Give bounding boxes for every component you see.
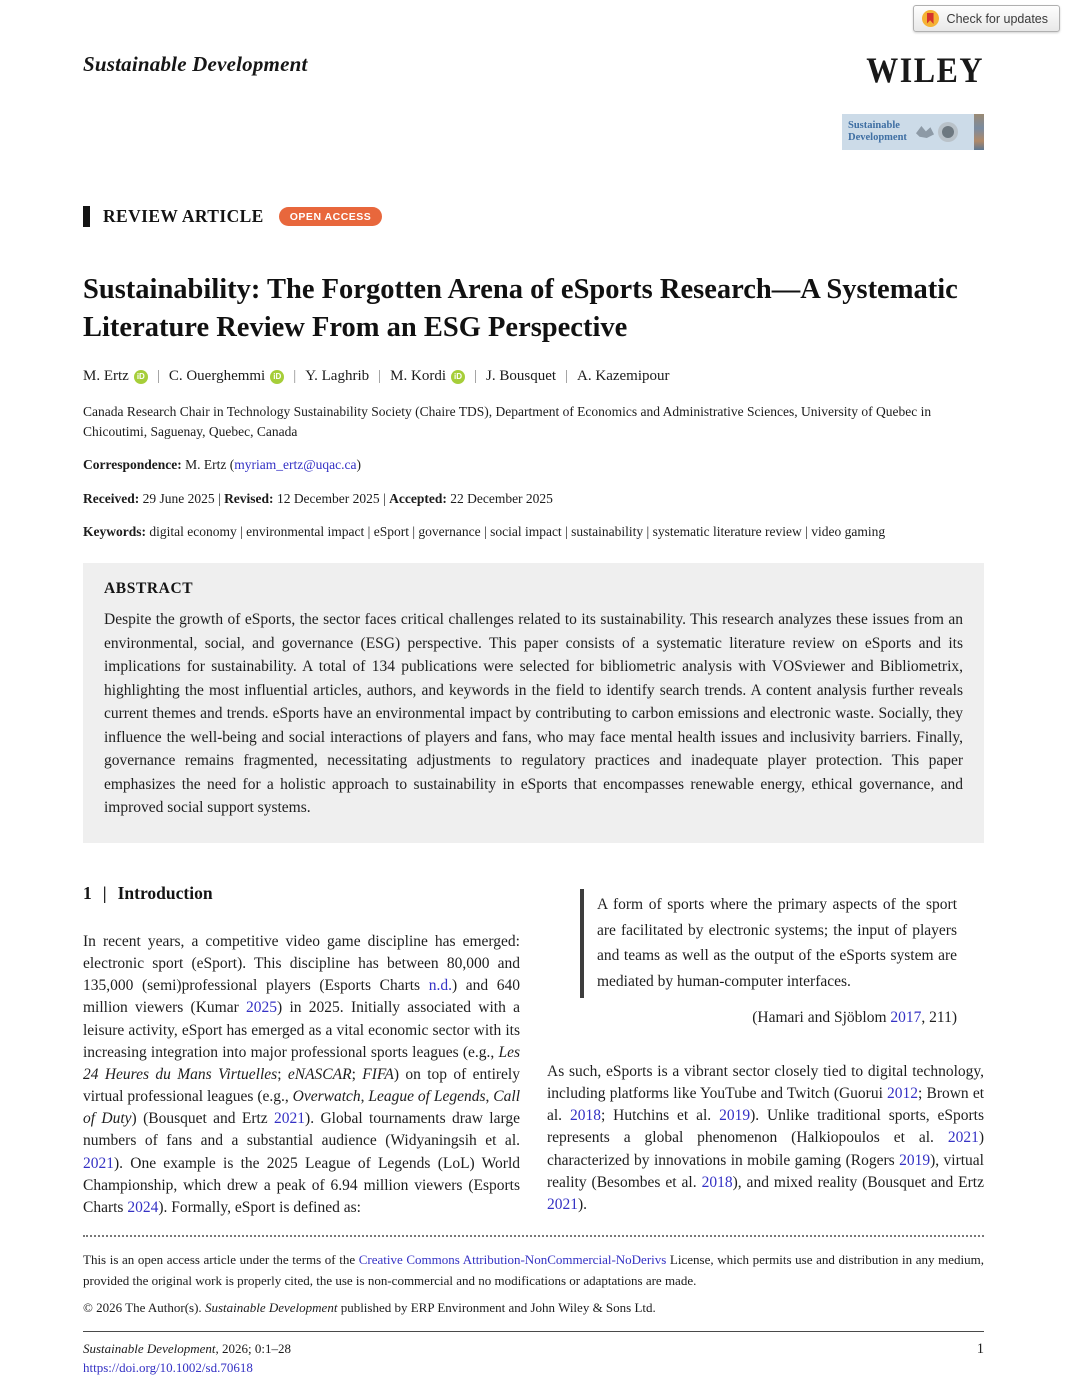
text-segment: As such, eSports is a vibrant sector closely tied to digital technology, including platforms like YouTube and Twitch (Guorui <box>547 1062 984 1103</box>
text-segment: (Hamari and Sjöblom <box>752 1008 891 1026</box>
check-for-updates-label: Check for updates <box>946 11 1048 26</box>
masthead-right <box>842 49 984 150</box>
text-segment: Revised: <box>224 490 274 506</box>
author-name: J. Bousquet <box>486 367 557 384</box>
check-for-updates-button[interactable] <box>913 5 1060 32</box>
text-segment: Overwatch <box>292 1088 361 1106</box>
text-segment: Call of Duty <box>83 1088 520 1128</box>
section-heading <box>83 881 520 906</box>
abstract-text: Despite the growth of eSports, the sector faces critical challenges related to its sustainability. This research analyzes these issues from an environmental, social, and governance (ESG) perspective. This paper consists of a systematic literature review on eSports and its implications for sustainability. A total of 134 publications were selected for bibliometric analysis with VOSviewer and Bibliometrix, highlighting the most influential articles, authors, and keywords in the field to identify search trends. A content analysis further reveals current themes and trends. eSports have an environmental impact by contributing to carbon emissions and electronic waste. Socially, they influence the well-being and social interactions of players and fans, who may face mental health issues and inclusivity barriers. Finally, governance remains fragmented, necessitating adjustments to regulatory practices and inadequate player protection. This paper emphasizes the need for a holistic approach to sustainability in eSports that encompasses renewable energy, ethical governance, and improved social support systems. <box>104 611 963 817</box>
text-segment: ). Unlike traditional sports, eSports represents a global phenomenon (Halkiopoulos et al. <box>547 1107 984 1147</box>
masthead <box>83 0 984 150</box>
author-name: Y. Laghrib <box>305 367 370 384</box>
inline-link[interactable]: 2021 <box>947 1129 979 1147</box>
license-text <box>83 1235 984 1292</box>
text-segment: License, which permits use and distribution in any medium, provided the original work is properly cited, the use is non-commercial and no modifications or adaptations are made. <box>83 1252 984 1289</box>
bottom-block <box>83 1235 984 1376</box>
text-segment: ) (Bousquet and Ertz <box>131 1110 275 1128</box>
cover-globe-icon <box>938 122 958 142</box>
author-separator: | <box>378 367 382 384</box>
cover-title: Sustainable Development <box>848 120 907 143</box>
text-segment: eNASCAR <box>287 1065 352 1083</box>
text-segment: , <box>485 1088 494 1106</box>
inline-link[interactable]: 2018 <box>701 1173 733 1191</box>
author-separator: | <box>293 367 297 384</box>
text-segment: ) in 2025. Initially associated with a leisure activity, eSport has emerged as a vital economic sector with its increasing integration into major professional sports leagues (e.g., <box>83 999 520 1061</box>
text-segment: Sustainable Development <box>83 1341 216 1356</box>
section-number: 1 <box>83 882 92 903</box>
wiley-logo: WILEY <box>866 49 984 91</box>
footer-row <box>83 1332 984 1376</box>
doi-link[interactable]: https://doi.org/10.1002/sd.70618 <box>83 1360 253 1375</box>
text-segment: 12 December 2025 | <box>273 490 390 506</box>
author-name: M. Kordi <box>390 367 446 384</box>
intro-paragraph-2 <box>547 1061 984 1216</box>
author-separator: | <box>565 367 569 384</box>
text-segment: Keywords: <box>83 523 146 539</box>
orcid-icon[interactable]: iD <box>451 370 465 384</box>
text-segment: ; Brown et al. <box>547 1085 985 1125</box>
affiliation: Canada Research Chair in Technology Sustainability Society (Chaire TDS), Department of Economics and Administrative Sciences, University of Quebec in Chicoutimi, Saguenay, Quebec, Canada <box>83 403 932 440</box>
inline-link[interactable]: n.d. <box>428 977 452 995</box>
text-segment: M. Ertz ( <box>181 457 235 473</box>
inline-link[interactable]: 2025 <box>246 999 278 1017</box>
text-segment: 29 June 2025 | <box>139 490 225 506</box>
section-title: Introduction <box>117 882 213 903</box>
copyright-line <box>83 1300 984 1316</box>
text-segment: ; <box>351 1065 363 1083</box>
cover-bird-icon <box>916 126 934 138</box>
text-segment: ). Global tournaments draw large numbers of fans and a substantial audience (Widyaningsih et al. <box>83 1110 520 1150</box>
inline-link[interactable]: 2021 <box>83 1154 114 1172</box>
inline-link[interactable]: 2012 <box>887 1085 919 1103</box>
text-segment: In recent years, a competitive video game discipline has emerged: electronic sport (eSport). This discipline has between 80,000 and 135,000 (semi)professional players (Esports Charts <box>83 932 520 995</box>
author-separator: | <box>156 367 160 384</box>
journal-cover-thumbnail[interactable] <box>842 114 984 150</box>
open-access-badge: OPEN ACCESS <box>279 207 383 226</box>
author-separator: | <box>474 367 478 384</box>
text-segment: ) characterized by innovations in mobile gaming (Rogers <box>547 1129 984 1169</box>
text-segment: ). <box>578 1195 588 1213</box>
author-name: A. Kazemipour <box>577 367 670 384</box>
dates-line <box>83 489 984 509</box>
inline-link[interactable]: 2024 <box>127 1198 159 1216</box>
intro-paragraph-1 <box>83 931 520 1219</box>
text-segment: ; Hutchins et al. <box>600 1107 720 1125</box>
text-segment: ). Formally, eSport is defined as: <box>158 1198 361 1216</box>
text-segment: ; <box>277 1065 288 1083</box>
authors-row <box>83 368 984 385</box>
crossmark-icon <box>922 10 939 27</box>
inline-link[interactable]: 2019 <box>719 1107 751 1125</box>
orcid-icon[interactable]: iD <box>134 370 148 384</box>
author-name: M. Ertz <box>83 367 129 384</box>
text-segment: © 2026 The Author(s). <box>83 1300 205 1315</box>
cover-photo-strip <box>974 114 984 150</box>
cover-art <box>916 122 958 142</box>
text-segment: League of Legends <box>368 1088 486 1106</box>
inline-link[interactable]: myriam_ertz@uqac.ca <box>234 457 357 473</box>
abstract-heading: ABSTRACT <box>104 580 194 598</box>
text-segment: Les 24 Heures du Mans Virtuelles <box>83 1043 520 1083</box>
article-type-row <box>83 206 984 227</box>
text-segment: , 2026; 0:1–28 <box>215 1341 291 1356</box>
text-segment: ), and mixed reality (Bousquet and Ertz <box>732 1173 984 1191</box>
inline-link[interactable]: 2017 <box>890 1008 922 1026</box>
keywords-line <box>83 522 984 542</box>
text-segment: ). One example is the 2025 League of Legends (LoL) World Championship, which drew a peak of 6.94 million viewers (Esports Charts <box>83 1154 520 1216</box>
text-segment: Sustainable Development <box>204 1300 338 1315</box>
text-segment: ), virtual reality (Besombes et al. <box>547 1151 984 1191</box>
text-segment: , <box>360 1088 369 1106</box>
right-column <box>547 881 984 1219</box>
page-number: 1 <box>976 1341 984 1357</box>
text-segment: FIFA <box>362 1065 394 1083</box>
left-column <box>83 881 520 1219</box>
introduction-section <box>83 881 984 1219</box>
orcid-icon[interactable]: iD <box>270 370 284 384</box>
inline-link[interactable]: 2021 <box>547 1195 578 1213</box>
text-segment: , 211) <box>921 1008 957 1026</box>
text-segment: ) on top of entirely virtual professional leagues (e.g., <box>83 1065 520 1106</box>
quote-attribution <box>547 1007 957 1029</box>
inline-link[interactable]: 2018 <box>569 1107 601 1125</box>
text-segment: Received: <box>83 490 140 506</box>
text-segment: This is an open access article under the terms of the <box>83 1252 359 1268</box>
text-segment: digital economy | environmental impact | eSport | governance | social impact | sustainability | systematic literature review | video gaming <box>146 523 886 539</box>
article-title: Sustainability: The Forgotten Arena of eSports Research—A Systematic Literature Review From an ESG Perspective <box>83 274 958 343</box>
footer-citation-block <box>83 1341 291 1376</box>
article-type-label: REVIEW ARTICLE <box>103 206 264 226</box>
text-segment: Correspondence: <box>83 457 182 473</box>
inline-link[interactable]: Creative Commons Attribution-NonCommercial-NoDerivs <box>358 1252 667 1268</box>
text-segment: Accepted: <box>389 490 447 506</box>
journal-citation <box>83 1341 291 1356</box>
text-segment: ) and 640 million viewers (Kumar <box>83 977 520 1017</box>
section-heading-separator: | <box>102 882 107 903</box>
inline-link[interactable]: 2021 <box>274 1110 306 1128</box>
text-segment: published by ERP Environment and John Wiley & Sons Ltd. <box>337 1300 656 1315</box>
type-bar <box>83 206 90 227</box>
journal-name: Sustainable Development <box>83 52 308 76</box>
text-segment: ) <box>356 457 361 473</box>
definition-blockquote: A form of sports where the primary aspects of the sport are facilitated by electronic systems; the input of players and teams as well as the output of the eSports system are mediated by human-computer interfaces. <box>580 889 957 998</box>
text-segment: 22 December 2025 <box>446 490 553 506</box>
inline-link[interactable]: 2019 <box>899 1151 931 1169</box>
abstract-box <box>83 563 984 843</box>
author-name: C. Ouerghemmi <box>168 367 266 384</box>
correspondence-line <box>83 455 984 475</box>
